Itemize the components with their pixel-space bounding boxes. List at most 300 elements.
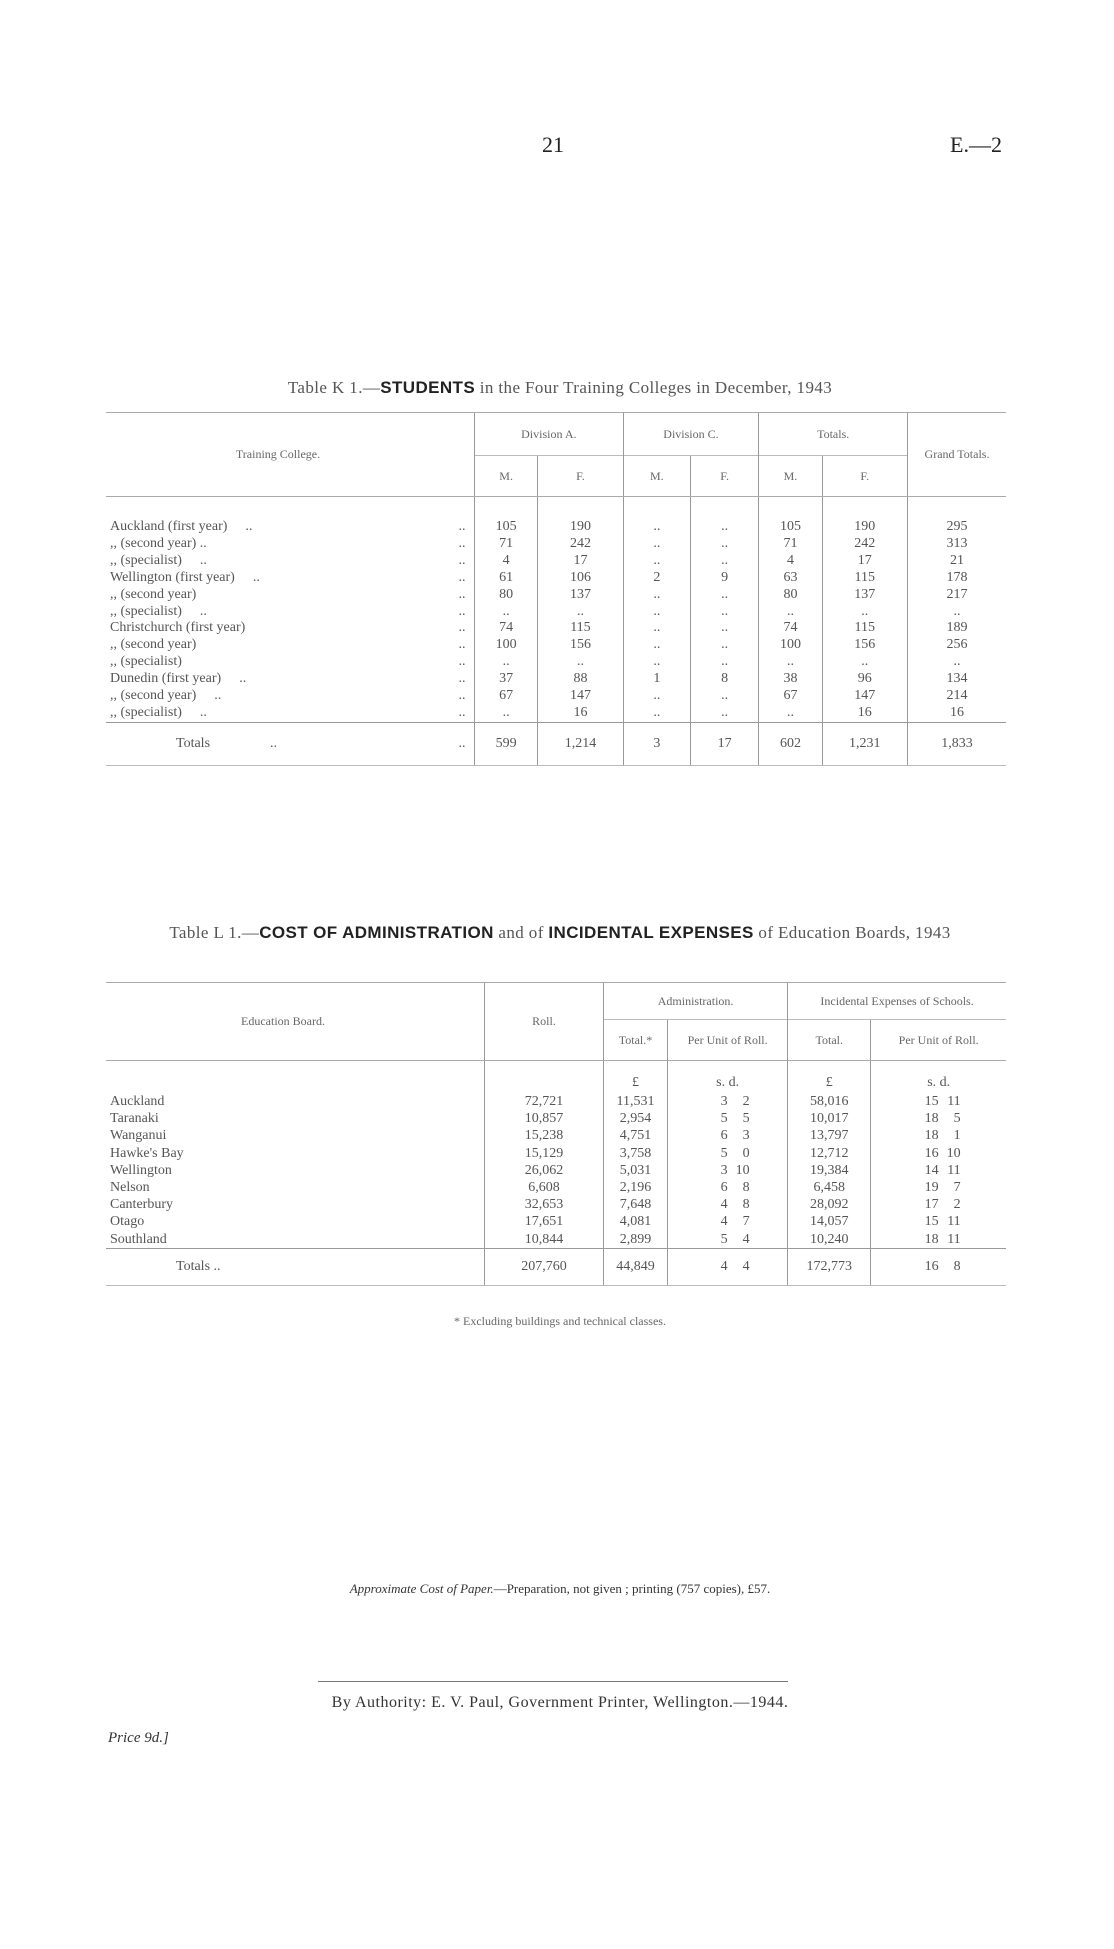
cell-incidental-total: 19,384 bbox=[788, 1162, 871, 1179]
table-l1-caption-prefix: Table L 1.— bbox=[169, 923, 260, 942]
cell-incidental-per-unit bbox=[871, 1179, 1006, 1196]
shillings: 5 bbox=[720, 1111, 728, 1127]
college-name-text: ,, (second year) bbox=[110, 688, 197, 704]
college-name-text: Wellington (first year) bbox=[110, 569, 235, 585]
table-row bbox=[106, 1179, 1006, 1196]
board-name-text: Auckland bbox=[110, 1094, 165, 1109]
header-div-c-m: M. bbox=[623, 456, 690, 497]
cell-a-f: 16 bbox=[538, 705, 623, 722]
board-name bbox=[106, 1196, 460, 1213]
cell-t-f: 96 bbox=[822, 671, 907, 688]
units-spacer-cell bbox=[460, 1061, 485, 1094]
table-l1-units-row bbox=[106, 1061, 1006, 1094]
table-k1-caption-prefix: Table K 1.— bbox=[287, 378, 381, 397]
cell-roll: 15,129 bbox=[485, 1145, 604, 1162]
cell-admin-total: 11,531 bbox=[604, 1093, 668, 1110]
table-row bbox=[106, 587, 1006, 604]
table-l1 bbox=[106, 982, 1006, 1286]
totals-label-cell bbox=[106, 1248, 460, 1285]
cost-of-paper bbox=[180, 1581, 940, 1597]
total-t-m: 602 bbox=[759, 722, 822, 765]
cell-t-f: 147 bbox=[822, 688, 907, 705]
cell-c-f: .. bbox=[690, 553, 758, 570]
cell-c-m: .. bbox=[623, 553, 690, 570]
leader-dots: .. bbox=[458, 671, 466, 687]
cell-grand: 16 bbox=[908, 705, 1007, 722]
board-name-text: Southland bbox=[110, 1231, 167, 1247]
college-name bbox=[106, 705, 450, 722]
header-incidental-total: Total. bbox=[788, 1020, 871, 1061]
pence: 4 bbox=[742, 1231, 750, 1247]
cell-t-f: 190 bbox=[822, 497, 907, 536]
units-admin-unit: s. d. bbox=[668, 1061, 788, 1094]
cell-a-f: .. bbox=[538, 604, 623, 621]
spacer-cell bbox=[460, 1179, 485, 1196]
units-incidental-total: £ bbox=[788, 1061, 871, 1094]
cost-of-paper-text: —Preparation, not given ; printing (757 copies), £57. bbox=[493, 1581, 771, 1596]
cell-admin-per-unit bbox=[668, 1179, 788, 1196]
table-l1-caption-bold-2: INCIDENTAL EXPENSES bbox=[548, 923, 754, 942]
cell-t-m: .. bbox=[759, 654, 822, 671]
cell-c-m: 1 bbox=[623, 671, 690, 688]
cell-incidental-total: 6,458 bbox=[788, 1179, 871, 1196]
shillings: 15 bbox=[924, 1214, 939, 1230]
document-code: E.—2 bbox=[950, 132, 1002, 157]
leader-dots: .. bbox=[199, 704, 207, 720]
totals-label: Totals .. bbox=[176, 1258, 221, 1274]
cell-c-f: .. bbox=[690, 604, 758, 621]
units-admin-total: £ bbox=[604, 1061, 668, 1094]
cell-admin-total: 4,081 bbox=[604, 1213, 668, 1230]
total-a-f: 1,214 bbox=[538, 722, 623, 765]
cell-roll: 17,651 bbox=[485, 1213, 604, 1230]
table-l1-caption bbox=[120, 922, 1000, 944]
college-name-text: ,, (specialist) bbox=[110, 603, 182, 619]
shillings: 4 bbox=[720, 1197, 728, 1213]
cell-a-f: 137 bbox=[538, 587, 623, 604]
table-row bbox=[106, 654, 1006, 671]
table-l1-header-row-1 bbox=[106, 983, 1006, 1020]
cell-c-m: .. bbox=[623, 705, 690, 722]
cell-incidental-total: 14,057 bbox=[788, 1213, 871, 1230]
table-k1-header-row-1 bbox=[106, 413, 1006, 456]
college-name bbox=[106, 536, 450, 553]
pence: 10 bbox=[735, 1162, 750, 1178]
cell-grand: 217 bbox=[908, 587, 1007, 604]
header-roll: Roll. bbox=[485, 983, 604, 1061]
cell-c-f: .. bbox=[690, 620, 758, 637]
cell-admin-per-unit bbox=[668, 1248, 788, 1285]
pence: 2 bbox=[742, 1094, 750, 1109]
board-name bbox=[106, 1093, 460, 1110]
spacer-cell bbox=[460, 1196, 485, 1213]
total-a-m: 599 bbox=[475, 722, 538, 765]
cell-t-f: .. bbox=[822, 604, 907, 621]
cell-a-f: 190 bbox=[538, 497, 623, 536]
cell-admin-total: 2,899 bbox=[604, 1231, 668, 1249]
college-name bbox=[106, 688, 450, 705]
cell-c-f: .. bbox=[690, 688, 758, 705]
cell-admin-per-unit bbox=[668, 1145, 788, 1162]
pence: 8 bbox=[953, 1258, 961, 1274]
cell-t-f: 156 bbox=[822, 637, 907, 654]
pence: 2 bbox=[953, 1197, 961, 1213]
cell-incidental-total: 12,712 bbox=[788, 1145, 871, 1162]
leader-dots: .. bbox=[270, 735, 278, 751]
cell-roll: 207,760 bbox=[485, 1248, 604, 1285]
cell-grand: 313 bbox=[908, 536, 1007, 553]
cell-incidental-total: 13,797 bbox=[788, 1127, 871, 1144]
cell-grand: 189 bbox=[908, 620, 1007, 637]
cell-grand: 178 bbox=[908, 570, 1007, 587]
cell-a-m: 105 bbox=[475, 497, 538, 536]
college-name-text: ,, (specialist) bbox=[110, 552, 182, 568]
cell-roll: 72,721 bbox=[485, 1093, 604, 1110]
cell-grand: 21 bbox=[908, 553, 1007, 570]
board-name-text: Otago bbox=[110, 1214, 145, 1230]
leader-dots: .. bbox=[252, 569, 260, 585]
cell-roll: 15,238 bbox=[485, 1127, 604, 1144]
board-name bbox=[106, 1179, 460, 1196]
cell-t-f: 115 bbox=[822, 620, 907, 637]
table-row bbox=[106, 604, 1006, 621]
leader-dots: .. bbox=[245, 519, 253, 534]
table-row bbox=[106, 1093, 1006, 1110]
cell-roll: 6,608 bbox=[485, 1179, 604, 1196]
table-l1-body bbox=[106, 1061, 1006, 1286]
spacer-cell bbox=[460, 1162, 485, 1179]
board-name bbox=[106, 1145, 460, 1162]
shillings: 5 bbox=[720, 1231, 728, 1247]
college-name-text: ,, (specialist) bbox=[110, 704, 182, 720]
cell-incidental-total: 10,240 bbox=[788, 1231, 871, 1249]
table-row bbox=[106, 1145, 1006, 1162]
board-name bbox=[106, 1231, 460, 1249]
cell-incidental-total: 172,773 bbox=[788, 1248, 871, 1285]
spacer-cell bbox=[460, 1127, 485, 1144]
shillings: 3 bbox=[720, 1094, 728, 1109]
pence: 11 bbox=[947, 1231, 961, 1247]
spacer-cell bbox=[460, 1248, 485, 1285]
table-row bbox=[106, 620, 1006, 637]
shillings: 6 bbox=[720, 1180, 728, 1196]
cell-admin-per-unit bbox=[668, 1231, 788, 1249]
cell-t-f: 16 bbox=[822, 705, 907, 722]
cell-incidental-total: 28,092 bbox=[788, 1196, 871, 1213]
leader-dots: .. bbox=[458, 654, 466, 670]
cell-admin-per-unit bbox=[668, 1127, 788, 1144]
cell-incidental-per-unit bbox=[871, 1127, 1006, 1144]
pence: 5 bbox=[742, 1111, 750, 1127]
table-row bbox=[106, 553, 1006, 570]
table-l1-caption-bold-1: COST OF ADMINISTRATION bbox=[259, 923, 494, 942]
cell-roll: 10,844 bbox=[485, 1231, 604, 1249]
leader-dots: .. bbox=[458, 620, 466, 636]
cell-admin-total: 2,196 bbox=[604, 1179, 668, 1196]
cell-admin-per-unit bbox=[668, 1110, 788, 1127]
college-name bbox=[106, 587, 450, 604]
shillings: 18 bbox=[924, 1128, 939, 1144]
footnote: * Excluding buildings and technical classes. bbox=[454, 1314, 666, 1328]
cell-t-m: .. bbox=[759, 604, 822, 621]
cell-a-m: 71 bbox=[475, 536, 538, 553]
shillings: 3 bbox=[720, 1162, 728, 1178]
leader-dots: .. bbox=[458, 637, 466, 653]
cost-of-paper-label: Approximate Cost of Paper. bbox=[349, 1581, 494, 1596]
cell-admin-total: 44,849 bbox=[604, 1248, 668, 1285]
cell-t-m: 105 bbox=[759, 497, 822, 536]
cell-incidental-per-unit bbox=[871, 1110, 1006, 1127]
spacer-cell bbox=[460, 1093, 485, 1110]
cell-a-f: 147 bbox=[538, 688, 623, 705]
shillings: 5 bbox=[720, 1145, 728, 1161]
cell-t-m: .. bbox=[759, 705, 822, 722]
table-row bbox=[106, 570, 1006, 587]
table-k1-body bbox=[106, 497, 1006, 766]
board-name bbox=[106, 1162, 460, 1179]
header-division-c: Division C. bbox=[623, 413, 759, 456]
cell-roll: 26,062 bbox=[485, 1162, 604, 1179]
cell-incidental-per-unit bbox=[871, 1145, 1006, 1162]
header-incidental-expenses: Incidental Expenses of Schools. bbox=[788, 983, 1006, 1020]
shillings: 16 bbox=[924, 1258, 939, 1274]
header-admin-per-unit: Per Unit of Roll. bbox=[668, 1020, 788, 1061]
leader-dots: .. bbox=[458, 603, 466, 619]
table-k1-caption-bold: STUDENTS bbox=[380, 378, 476, 397]
cell-admin-total: 7,648 bbox=[604, 1196, 668, 1213]
spacer-cell bbox=[460, 1145, 485, 1162]
cell-incidental-per-unit bbox=[871, 1213, 1006, 1230]
spacer-cell bbox=[460, 1231, 485, 1249]
shillings: 15 bbox=[924, 1094, 939, 1109]
authority-line: By Authority: E. V. Paul, Government Printer, Wellington.—1944. bbox=[331, 1694, 789, 1711]
board-name bbox=[106, 1110, 460, 1127]
cell-grand: 256 bbox=[908, 637, 1007, 654]
leader-dots: .. bbox=[199, 603, 207, 619]
pence: 10 bbox=[946, 1145, 961, 1161]
board-name-text: Hawke's Bay bbox=[110, 1145, 184, 1161]
college-name bbox=[106, 497, 450, 536]
cell-incidental-total: 58,016 bbox=[788, 1093, 871, 1110]
cell-roll: 10,857 bbox=[485, 1110, 604, 1127]
college-name-text: ,, (second year) bbox=[110, 586, 197, 602]
cell-grand: 134 bbox=[908, 671, 1007, 688]
pence: 7 bbox=[953, 1180, 961, 1196]
spacer-cell bbox=[460, 1110, 485, 1127]
cell-t-m: 71 bbox=[759, 536, 822, 553]
table-row bbox=[106, 705, 1006, 722]
college-name-text: Dunedin (first year) bbox=[110, 671, 222, 687]
cell-admin-total: 3,758 bbox=[604, 1145, 668, 1162]
cell-a-m: 67 bbox=[475, 688, 538, 705]
leader-dots: .. bbox=[458, 688, 466, 704]
cell-c-f: 8 bbox=[690, 671, 758, 688]
cell-t-m: 80 bbox=[759, 587, 822, 604]
cell-admin-total: 5,031 bbox=[604, 1162, 668, 1179]
shillings: 16 bbox=[924, 1145, 939, 1161]
cell-incidental-per-unit bbox=[871, 1196, 1006, 1213]
cell-a-m: 80 bbox=[475, 587, 538, 604]
board-name-text: Wellington bbox=[110, 1162, 172, 1178]
leader-dots: .. bbox=[214, 688, 222, 704]
board-name-text: Nelson bbox=[110, 1180, 150, 1196]
total-c-f: 17 bbox=[690, 722, 758, 765]
header-spacer bbox=[460, 983, 485, 1061]
header-education-board: Education Board. bbox=[106, 983, 460, 1061]
header-totals: Totals. bbox=[759, 413, 908, 456]
totals-label: Totals bbox=[176, 735, 211, 751]
college-name-text: Christchurch (first year) bbox=[110, 620, 246, 636]
total-t-f: 1,231 bbox=[822, 722, 907, 765]
cell-incidental-per-unit bbox=[871, 1093, 1006, 1110]
units-board-cell bbox=[106, 1061, 460, 1094]
cell-t-f: 115 bbox=[822, 570, 907, 587]
cell-a-f: 88 bbox=[538, 671, 623, 688]
leader-dots: .. bbox=[239, 671, 247, 687]
cell-c-f: .. bbox=[690, 497, 758, 536]
board-name bbox=[106, 1127, 460, 1144]
pence: 11 bbox=[947, 1094, 961, 1109]
cell-a-f: 17 bbox=[538, 553, 623, 570]
table-row bbox=[106, 1231, 1006, 1249]
cell-a-m: 74 bbox=[475, 620, 538, 637]
header-div-a-f: F. bbox=[538, 456, 623, 497]
cell-a-f: 156 bbox=[538, 637, 623, 654]
college-name-text: Auckland (first year) bbox=[110, 519, 228, 534]
cell-t-m: 74 bbox=[759, 620, 822, 637]
cell-grand: .. bbox=[908, 654, 1007, 671]
header-administration: Administration. bbox=[604, 983, 788, 1020]
header-totals-m: M. bbox=[759, 456, 822, 497]
pence: 8 bbox=[742, 1180, 750, 1196]
cell-a-f: 115 bbox=[538, 620, 623, 637]
board-name-text: Wanganui bbox=[110, 1128, 167, 1144]
header-totals-f: F. bbox=[822, 456, 907, 497]
college-name-text: ,, (specialist) bbox=[110, 654, 182, 670]
shillings: 17 bbox=[924, 1197, 939, 1213]
cell-c-m: 2 bbox=[623, 570, 690, 587]
college-name-text: ,, (second year) bbox=[110, 637, 197, 653]
cell-c-f: .. bbox=[690, 587, 758, 604]
cell-c-f: 9 bbox=[690, 570, 758, 587]
total-grand: 1,833 bbox=[908, 722, 1007, 765]
cell-c-m: .. bbox=[623, 536, 690, 553]
cell-a-m: 37 bbox=[475, 671, 538, 688]
college-name bbox=[106, 604, 450, 621]
leader-dots: .. bbox=[458, 569, 466, 585]
cell-grand: .. bbox=[908, 604, 1007, 621]
header-grand-totals: Grand Totals. bbox=[908, 413, 1007, 497]
cell-incidental-per-unit bbox=[871, 1231, 1006, 1249]
cell-c-m: .. bbox=[623, 637, 690, 654]
leader-dots: .. bbox=[199, 552, 207, 568]
cell-admin-total: 4,751 bbox=[604, 1127, 668, 1144]
table-row bbox=[106, 497, 1006, 536]
table-row bbox=[106, 1127, 1006, 1144]
table-k1 bbox=[106, 412, 1006, 766]
cell-incidental-per-unit bbox=[871, 1248, 1006, 1285]
college-name-text: ,, (second year) .. bbox=[110, 535, 207, 551]
cell-c-f: .. bbox=[690, 536, 758, 553]
shillings: 18 bbox=[924, 1111, 939, 1127]
units-incidental-unit: s. d. bbox=[871, 1061, 1006, 1094]
header-incidental-per-unit: Per Unit of Roll. bbox=[871, 1020, 1006, 1061]
pence: 1 bbox=[953, 1128, 961, 1144]
cell-c-m: .. bbox=[623, 654, 690, 671]
cell-a-m: .. bbox=[475, 705, 538, 722]
college-name bbox=[106, 671, 450, 688]
college-name bbox=[106, 553, 450, 570]
pence: 5 bbox=[953, 1111, 961, 1127]
college-name bbox=[106, 570, 450, 587]
cell-c-m: .. bbox=[623, 497, 690, 536]
pence: 8 bbox=[742, 1197, 750, 1213]
cell-a-f: 242 bbox=[538, 536, 623, 553]
table-row bbox=[106, 1196, 1006, 1213]
leader-dots: .. bbox=[458, 535, 466, 551]
cell-a-m: .. bbox=[475, 604, 538, 621]
cell-a-m: .. bbox=[475, 654, 538, 671]
cell-c-f: .. bbox=[690, 637, 758, 654]
pence: 11 bbox=[947, 1214, 961, 1230]
price: Price 9d.] bbox=[108, 1730, 169, 1746]
cell-a-m: 61 bbox=[475, 570, 538, 587]
table-l1-caption-rest: of Education Boards, 1943 bbox=[753, 923, 951, 942]
pence: 3 bbox=[742, 1128, 750, 1144]
cell-t-m: 38 bbox=[759, 671, 822, 688]
header-training-college: Training College. bbox=[106, 413, 450, 497]
cell-a-f: 106 bbox=[538, 570, 623, 587]
cell-incidental-total: 10,017 bbox=[788, 1110, 871, 1127]
college-name bbox=[106, 620, 450, 637]
shillings: 19 bbox=[924, 1180, 939, 1196]
header-division-a: Division A. bbox=[475, 413, 624, 456]
table-row bbox=[106, 637, 1006, 654]
cell-admin-per-unit bbox=[668, 1162, 788, 1179]
shillings: 4 bbox=[720, 1258, 728, 1274]
leader-dots: .. bbox=[450, 722, 475, 765]
cell-c-m: .. bbox=[623, 688, 690, 705]
header-div-a-m: M. bbox=[475, 456, 538, 497]
cell-grand: 295 bbox=[908, 497, 1007, 536]
cell-incidental-per-unit bbox=[871, 1162, 1006, 1179]
totals-label-cell bbox=[106, 722, 450, 765]
spacer-cell bbox=[460, 1213, 485, 1230]
cell-admin-total: 2,954 bbox=[604, 1110, 668, 1127]
cell-t-m: 4 bbox=[759, 553, 822, 570]
pence: 4 bbox=[742, 1258, 750, 1274]
cell-a-m: 100 bbox=[475, 637, 538, 654]
units-roll-cell bbox=[485, 1061, 604, 1094]
shillings: 4 bbox=[720, 1214, 728, 1230]
cell-t-m: 100 bbox=[759, 637, 822, 654]
table-row bbox=[106, 1213, 1006, 1230]
cell-admin-per-unit bbox=[668, 1196, 788, 1213]
cell-grand: 214 bbox=[908, 688, 1007, 705]
header-div-c-f: F. bbox=[690, 456, 758, 497]
divider-rule bbox=[318, 1681, 788, 1682]
shillings: 18 bbox=[924, 1231, 939, 1247]
shillings: 6 bbox=[720, 1128, 728, 1144]
header-admin-total: Total.* bbox=[604, 1020, 668, 1061]
college-name bbox=[106, 654, 450, 671]
cell-c-f: .. bbox=[690, 705, 758, 722]
cell-c-f: .. bbox=[690, 654, 758, 671]
table-row bbox=[106, 688, 1006, 705]
header-spacer bbox=[450, 413, 475, 497]
table-row bbox=[106, 1110, 1006, 1127]
cell-t-f: 242 bbox=[822, 536, 907, 553]
